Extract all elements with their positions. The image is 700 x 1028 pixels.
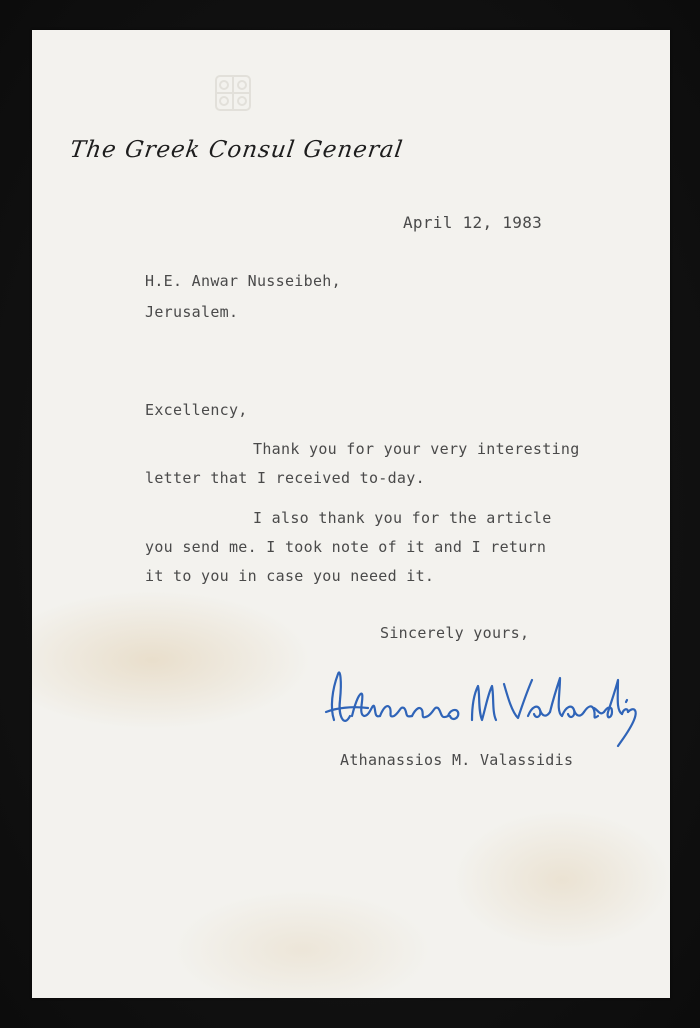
- paper-stain: [32, 590, 312, 730]
- paper-stain: [172, 890, 432, 998]
- embossed-crest-icon: [208, 72, 258, 114]
- recipient-name: H.E. Anwar Nusseibeh,: [145, 272, 341, 290]
- body-line: it to you in case you neeed it.: [145, 567, 435, 585]
- letter-date: April 12, 1983: [403, 213, 543, 232]
- body-line: Thank you for your very interesting: [253, 440, 580, 458]
- handwritten-signature: [322, 650, 642, 750]
- closing: Sincerely yours,: [380, 624, 530, 642]
- paper-stain: [452, 810, 670, 950]
- salutation: Excellency,: [145, 401, 248, 419]
- recipient-city: Jerusalem.: [145, 303, 239, 321]
- signer-name: Athanassios M. Valassidis: [340, 751, 574, 769]
- body-line: letter that I received to-day.: [145, 469, 425, 487]
- letterhead-title: The Greek Consul General: [68, 137, 405, 163]
- body-line: you send me. I took note of it and I return: [145, 538, 547, 556]
- body-line: I also thank you for the article: [253, 509, 552, 527]
- letter-page: [32, 30, 670, 998]
